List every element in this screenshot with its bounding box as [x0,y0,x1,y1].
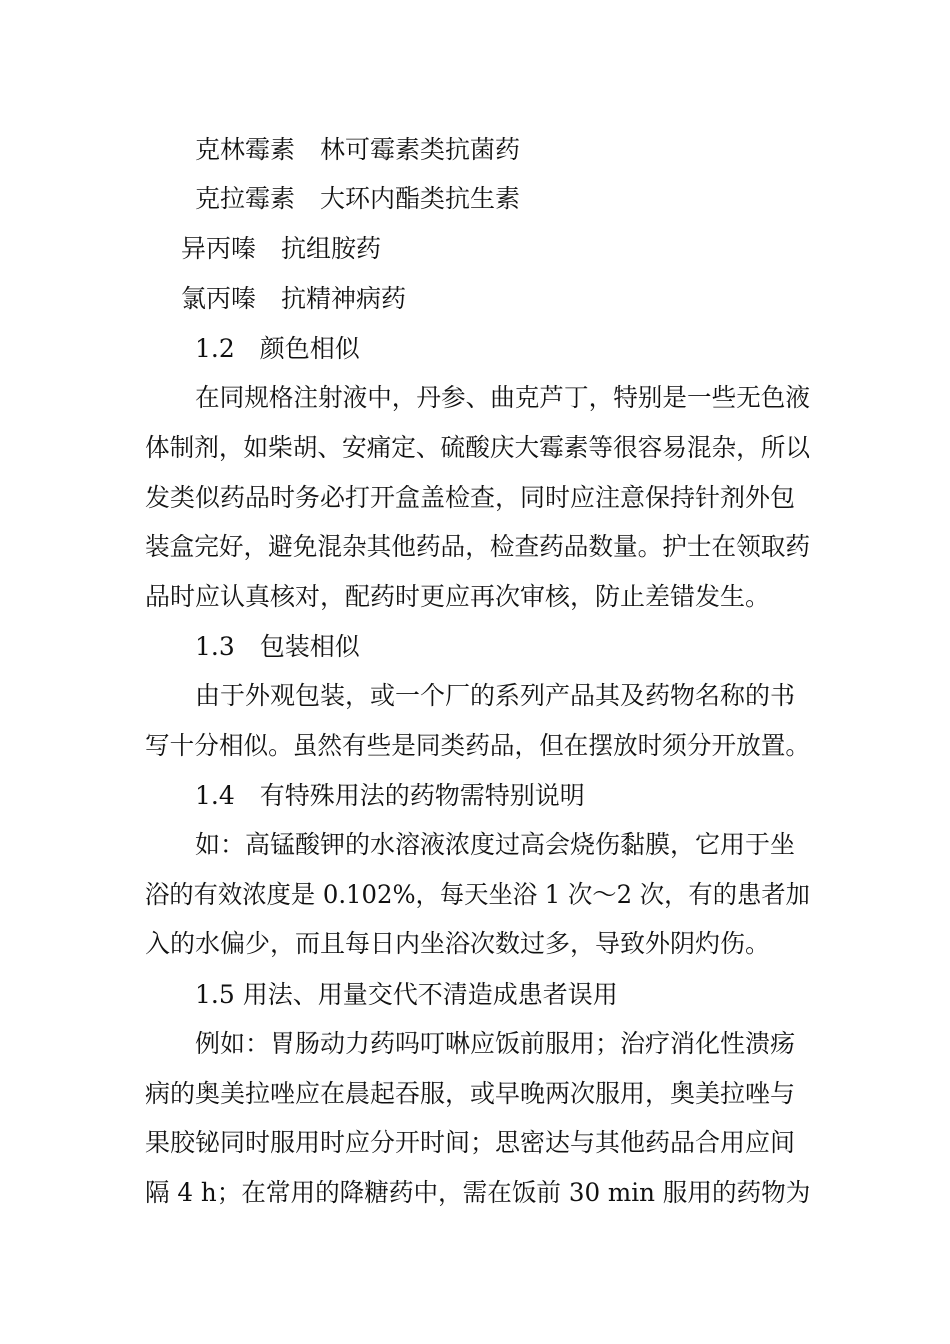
section-heading-1-4: 1.4 有特殊用法的药物需特别说明 [195,781,585,810]
paragraph-line: 由于外观包装，或一个厂的系列产品其及药物名称的书 [195,681,796,710]
drug-pair-clindamycin: 克林霉素 林可霉素类抗菌药 [195,135,521,164]
paragraph-line: 如：高锰酸钾的水溶液浓度过高会烧伤黏膜，它用于坐 [195,830,796,859]
paragraph-line: 品时应认真核对，配药时更应再次审核，防止差错发生。 [145,582,771,611]
paragraph-line: 浴的有效浓度是 0.102%，每天坐浴 1 次～2 次，有的患者加 [145,880,810,909]
drug-pair-chlorpromazine: 氯丙嗪 抗精神病药 [181,284,407,313]
drug-pair-promethazine: 异丙嗪 抗组胺药 [181,234,382,263]
paragraph-line: 果胶铋同时服用时应分开时间；思密达与其他药品合用应间 [145,1128,796,1157]
paragraph-line: 在同规格注射液中，丹参、曲克芦丁，特别是一些无色液 [195,383,811,412]
paragraph-line: 病的奥美拉唑应在晨起吞服，或早晚两次服用，奥美拉唑与 [145,1079,796,1108]
drug-pair-clarithromycin: 克拉霉素 大环内酯类抗生素 [195,184,521,213]
paragraph-line: 装盒完好，避免混杂其他药品，检查药品数量。护士在领取药 [145,532,811,561]
paragraph-line: 例如：胃肠动力药吗叮啉应饭前服用；治疗消化性溃疡 [195,1029,796,1058]
section-heading-1-2: 1.2 颜色相似 [195,334,360,363]
paragraph-line: 体制剂，如柴胡、安痛定、硫酸庆大霉素等很容易混杂，所以 [145,433,811,462]
paragraph-line: 隔 4 h；在常用的降糖药中，需在饭前 30 min 服用的药物为 [145,1178,811,1207]
paragraph-line: 入的水偏少，而且每日内坐浴次数过多，导致外阴灼伤。 [145,929,771,958]
section-heading-1-3: 1.3 包装相似 [195,632,360,661]
section-heading-1-5: 1.5 用法、用量交代不清造成患者误用 [195,980,618,1009]
paragraph-line: 写十分相似。虽然有些是同类药品，但在摆放时须分开放置。 [145,731,811,760]
paragraph-line: 发类似药品时务必打开盒盖检查，同时应注意保持针剂外包 [145,483,796,512]
